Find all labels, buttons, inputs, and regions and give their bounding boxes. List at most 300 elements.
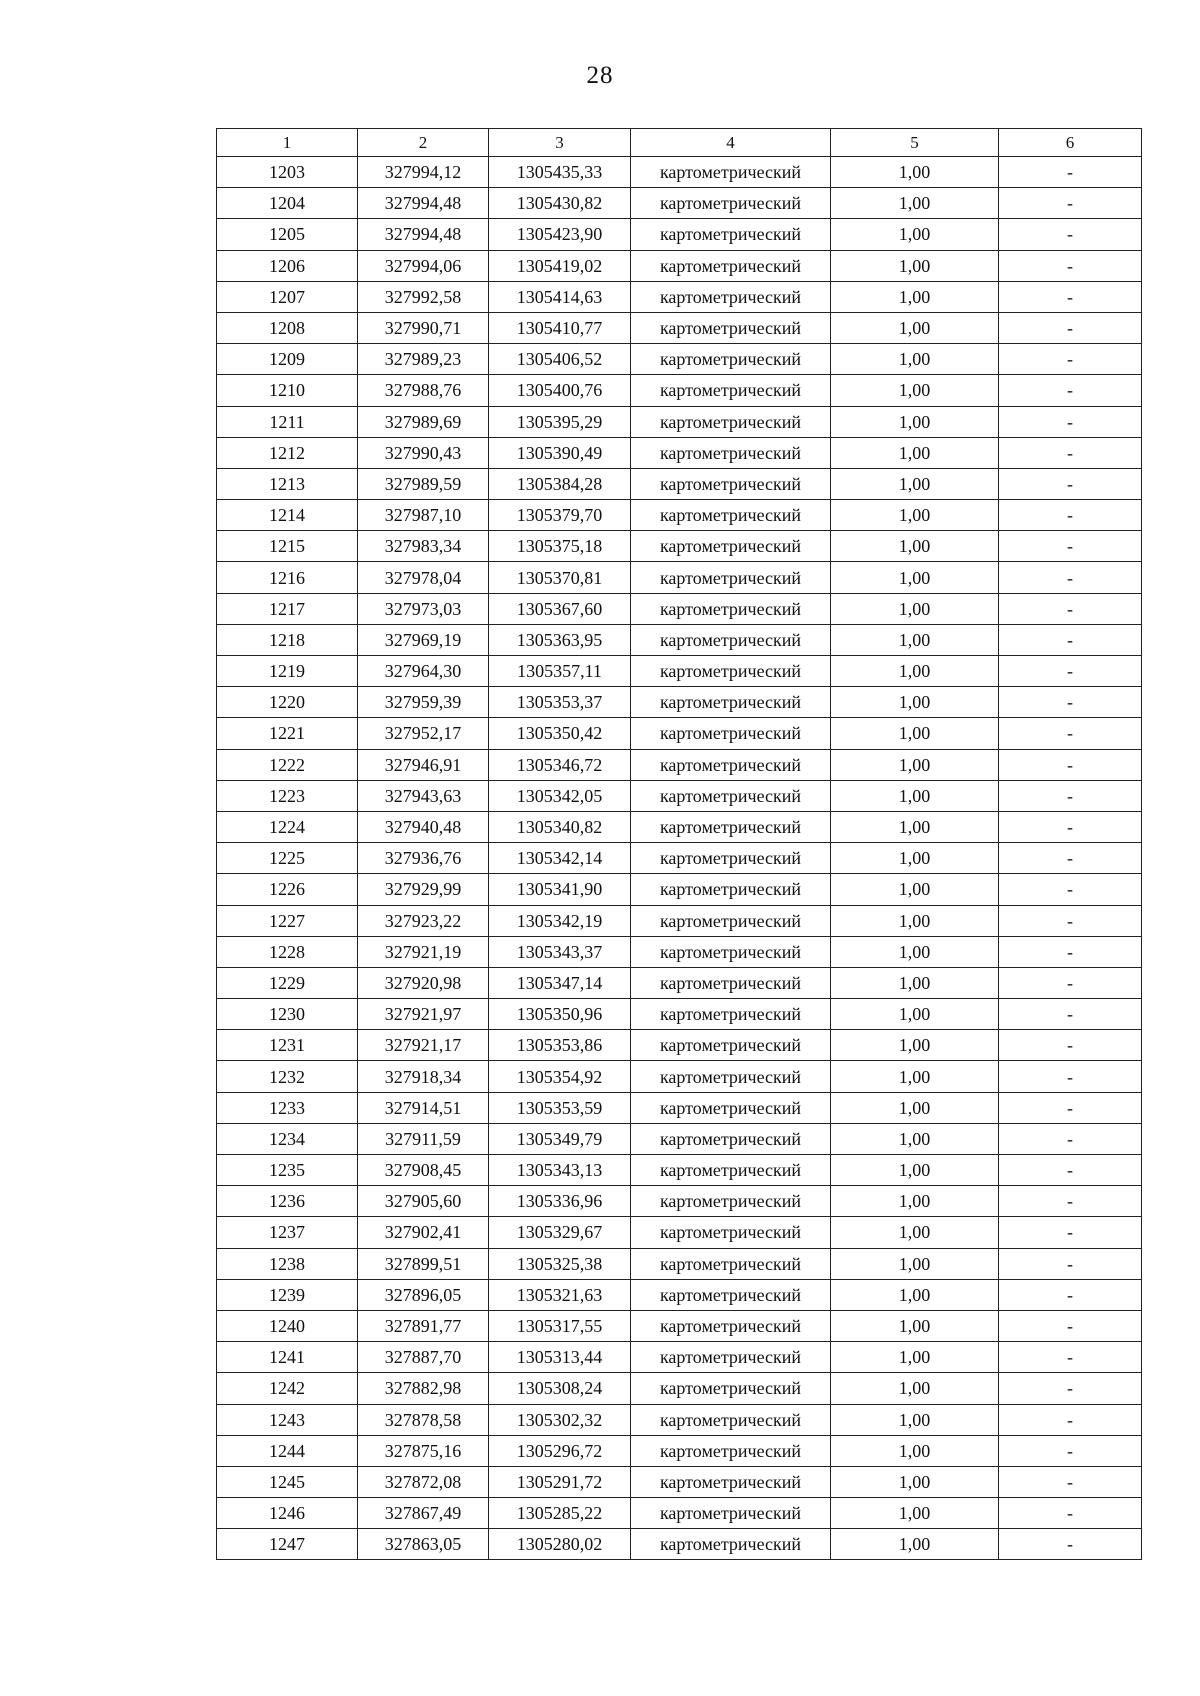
method-cell: картометрический <box>631 1030 831 1061</box>
point-number-cell: 1206 <box>217 250 358 281</box>
method-cell: картометрический <box>631 281 831 312</box>
table-row <box>217 406 1142 437</box>
y-coordinate-cell: 1305370,81 <box>489 562 631 593</box>
x-coordinate-cell: 327887,70 <box>358 1342 489 1373</box>
accuracy-cell: 1,00 <box>831 1498 999 1529</box>
method-cell: картометрический <box>631 250 831 281</box>
y-coordinate-cell: 1305435,33 <box>489 157 631 188</box>
accuracy-cell: 1,00 <box>831 375 999 406</box>
accuracy-cell: 1,00 <box>831 1155 999 1186</box>
page-number: 28 <box>586 62 614 89</box>
table-row <box>217 437 1142 468</box>
table-row <box>217 999 1142 1030</box>
point-number-cell: 1230 <box>217 999 358 1030</box>
method-cell: картометрический <box>631 967 831 998</box>
method-cell: картометрический <box>631 1498 831 1529</box>
x-coordinate-cell: 327921,17 <box>358 1030 489 1061</box>
y-coordinate-cell: 1305342,14 <box>489 843 631 874</box>
y-coordinate-cell: 1305296,72 <box>489 1435 631 1466</box>
note-cell: - <box>999 1310 1142 1341</box>
point-number-cell: 1213 <box>217 468 358 499</box>
method-cell: картометрический <box>631 531 831 562</box>
point-number-cell: 1242 <box>217 1373 358 1404</box>
x-coordinate-cell: 327989,59 <box>358 468 489 499</box>
method-cell: картометрический <box>631 1279 831 1310</box>
accuracy-cell: 1,00 <box>831 1373 999 1404</box>
table-row <box>217 219 1142 250</box>
note-cell: - <box>999 656 1142 687</box>
method-cell: картометрический <box>631 1373 831 1404</box>
y-coordinate-cell: 1305342,05 <box>489 780 631 811</box>
table-row <box>217 312 1142 343</box>
x-coordinate-cell: 327914,51 <box>358 1092 489 1123</box>
point-number-cell: 1217 <box>217 593 358 624</box>
y-coordinate-cell: 1305363,95 <box>489 624 631 655</box>
x-coordinate-cell: 327920,98 <box>358 967 489 998</box>
accuracy-cell: 1,00 <box>831 811 999 842</box>
accuracy-cell: 1,00 <box>831 1466 999 1497</box>
point-number-cell: 1225 <box>217 843 358 874</box>
note-cell: - <box>999 1186 1142 1217</box>
accuracy-cell: 1,00 <box>831 1217 999 1248</box>
x-coordinate-cell: 327902,41 <box>358 1217 489 1248</box>
note-cell: - <box>999 312 1142 343</box>
method-cell: картометрический <box>631 157 831 188</box>
x-coordinate-cell: 327899,51 <box>358 1248 489 1279</box>
y-coordinate-cell: 1305349,79 <box>489 1123 631 1154</box>
x-coordinate-cell: 327929,99 <box>358 874 489 905</box>
table-row <box>217 1529 1142 1560</box>
x-coordinate-cell: 327908,45 <box>358 1155 489 1186</box>
y-coordinate-cell: 1305325,38 <box>489 1248 631 1279</box>
method-cell: картометрический <box>631 468 831 499</box>
y-coordinate-cell: 1305343,13 <box>489 1155 631 1186</box>
point-number-cell: 1214 <box>217 500 358 531</box>
table-row <box>217 1061 1142 1092</box>
method-cell: картометрический <box>631 1404 831 1435</box>
table-row <box>217 344 1142 375</box>
point-number-cell: 1246 <box>217 1498 358 1529</box>
method-cell: картометрический <box>631 874 831 905</box>
point-number-cell: 1209 <box>217 344 358 375</box>
accuracy-cell: 1,00 <box>831 718 999 749</box>
note-cell: - <box>999 687 1142 718</box>
point-number-cell: 1211 <box>217 406 358 437</box>
accuracy-cell: 1,00 <box>831 1030 999 1061</box>
table-row <box>217 936 1142 967</box>
table-row <box>217 531 1142 562</box>
point-number-cell: 1220 <box>217 687 358 718</box>
x-coordinate-cell: 327973,03 <box>358 593 489 624</box>
method-cell: картометрический <box>631 905 831 936</box>
point-number-cell: 1203 <box>217 157 358 188</box>
note-cell: - <box>999 188 1142 219</box>
point-number-cell: 1219 <box>217 656 358 687</box>
method-cell: картометрический <box>631 344 831 375</box>
column-header-6: 6 <box>999 129 1142 157</box>
note-cell: - <box>999 1217 1142 1248</box>
point-number-cell: 1245 <box>217 1466 358 1497</box>
point-number-cell: 1244 <box>217 1435 358 1466</box>
note-cell: - <box>999 531 1142 562</box>
point-number-cell: 1218 <box>217 624 358 655</box>
accuracy-cell: 1,00 <box>831 1342 999 1373</box>
table-row <box>217 1498 1142 1529</box>
y-coordinate-cell: 1305395,29 <box>489 406 631 437</box>
accuracy-cell: 1,00 <box>831 1186 999 1217</box>
table-row <box>217 687 1142 718</box>
y-coordinate-cell: 1305367,60 <box>489 593 631 624</box>
y-coordinate-cell: 1305419,02 <box>489 250 631 281</box>
table-row <box>217 562 1142 593</box>
y-coordinate-cell: 1305340,82 <box>489 811 631 842</box>
y-coordinate-cell: 1305347,14 <box>489 967 631 998</box>
method-cell: картометрический <box>631 437 831 468</box>
method-cell: картометрический <box>631 1092 831 1123</box>
x-coordinate-cell: 327989,23 <box>358 344 489 375</box>
x-coordinate-cell: 327994,48 <box>358 188 489 219</box>
method-cell: картометрический <box>631 656 831 687</box>
x-coordinate-cell: 327994,12 <box>358 157 489 188</box>
table-row <box>217 1217 1142 1248</box>
table-row <box>217 624 1142 655</box>
table-row <box>217 281 1142 312</box>
note-cell: - <box>999 1248 1142 1279</box>
method-cell: картометрический <box>631 749 831 780</box>
point-number-cell: 1222 <box>217 749 358 780</box>
point-number-cell: 1232 <box>217 1061 358 1092</box>
note-cell: - <box>999 1498 1142 1529</box>
method-cell: картометрический <box>631 843 831 874</box>
table-row <box>217 1373 1142 1404</box>
method-cell: картометрический <box>631 1435 831 1466</box>
table-row <box>217 500 1142 531</box>
method-cell: картометрический <box>631 1529 831 1560</box>
note-cell: - <box>999 1466 1142 1497</box>
y-coordinate-cell: 1305317,55 <box>489 1310 631 1341</box>
accuracy-cell: 1,00 <box>831 1092 999 1123</box>
point-number-cell: 1240 <box>217 1310 358 1341</box>
note-cell: - <box>999 250 1142 281</box>
table-header-row <box>217 129 1142 157</box>
accuracy-cell: 1,00 <box>831 1310 999 1341</box>
accuracy-cell: 1,00 <box>831 624 999 655</box>
accuracy-cell: 1,00 <box>831 967 999 998</box>
accuracy-cell: 1,00 <box>831 188 999 219</box>
note-cell: - <box>999 780 1142 811</box>
point-number-cell: 1241 <box>217 1342 358 1373</box>
y-coordinate-cell: 1305379,70 <box>489 500 631 531</box>
table-row <box>217 593 1142 624</box>
note-cell: - <box>999 500 1142 531</box>
y-coordinate-cell: 1305353,86 <box>489 1030 631 1061</box>
column-header-2: 2 <box>358 129 489 157</box>
point-number-cell: 1239 <box>217 1279 358 1310</box>
method-cell: картометрический <box>631 406 831 437</box>
note-cell: - <box>999 936 1142 967</box>
accuracy-cell: 1,00 <box>831 1123 999 1154</box>
y-coordinate-cell: 1305302,32 <box>489 1404 631 1435</box>
point-number-cell: 1215 <box>217 531 358 562</box>
y-coordinate-cell: 1305357,11 <box>489 656 631 687</box>
method-cell: картометрический <box>631 593 831 624</box>
y-coordinate-cell: 1305400,76 <box>489 375 631 406</box>
x-coordinate-cell: 327921,19 <box>358 936 489 967</box>
accuracy-cell: 1,00 <box>831 780 999 811</box>
y-coordinate-cell: 1305410,77 <box>489 312 631 343</box>
point-number-cell: 1223 <box>217 780 358 811</box>
point-number-cell: 1235 <box>217 1155 358 1186</box>
note-cell: - <box>999 624 1142 655</box>
note-cell: - <box>999 1435 1142 1466</box>
table-body <box>217 157 1142 1560</box>
x-coordinate-cell: 327923,22 <box>358 905 489 936</box>
method-cell: картометрический <box>631 1155 831 1186</box>
x-coordinate-cell: 327994,06 <box>358 250 489 281</box>
note-cell: - <box>999 1155 1142 1186</box>
accuracy-cell: 1,00 <box>831 1279 999 1310</box>
y-coordinate-cell: 1305375,18 <box>489 531 631 562</box>
table-row <box>217 1186 1142 1217</box>
method-cell: картометрический <box>631 375 831 406</box>
note-cell: - <box>999 718 1142 749</box>
column-header-5: 5 <box>831 129 999 157</box>
note-cell: - <box>999 1030 1142 1061</box>
point-number-cell: 1228 <box>217 936 358 967</box>
y-coordinate-cell: 1305341,90 <box>489 874 631 905</box>
table-row <box>217 1466 1142 1497</box>
table-row <box>217 1030 1142 1061</box>
x-coordinate-cell: 327978,04 <box>358 562 489 593</box>
note-cell: - <box>999 593 1142 624</box>
x-coordinate-cell: 327989,69 <box>358 406 489 437</box>
x-coordinate-cell: 327983,34 <box>358 531 489 562</box>
y-coordinate-cell: 1305406,52 <box>489 344 631 375</box>
point-number-cell: 1207 <box>217 281 358 312</box>
coordinates-table <box>216 128 1142 1560</box>
y-coordinate-cell: 1305384,28 <box>489 468 631 499</box>
accuracy-cell: 1,00 <box>831 157 999 188</box>
accuracy-cell: 1,00 <box>831 1435 999 1466</box>
y-coordinate-cell: 1305390,49 <box>489 437 631 468</box>
note-cell: - <box>999 1123 1142 1154</box>
x-coordinate-cell: 327875,16 <box>358 1435 489 1466</box>
x-coordinate-cell: 327988,76 <box>358 375 489 406</box>
accuracy-cell: 1,00 <box>831 843 999 874</box>
accuracy-cell: 1,00 <box>831 500 999 531</box>
table-row <box>217 1279 1142 1310</box>
note-cell: - <box>999 281 1142 312</box>
x-coordinate-cell: 327940,48 <box>358 811 489 842</box>
x-coordinate-cell: 327911,59 <box>358 1123 489 1154</box>
method-cell: картометрический <box>631 1061 831 1092</box>
note-cell: - <box>999 468 1142 499</box>
note-cell: - <box>999 1373 1142 1404</box>
point-number-cell: 1247 <box>217 1529 358 1560</box>
x-coordinate-cell: 327863,05 <box>358 1529 489 1560</box>
point-number-cell: 1210 <box>217 375 358 406</box>
point-number-cell: 1216 <box>217 562 358 593</box>
method-cell: картометрический <box>631 188 831 219</box>
y-coordinate-cell: 1305321,63 <box>489 1279 631 1310</box>
method-cell: картометрический <box>631 500 831 531</box>
x-coordinate-cell: 327952,17 <box>358 718 489 749</box>
point-number-cell: 1237 <box>217 1217 358 1248</box>
method-cell: картометрический <box>631 1466 831 1497</box>
note-cell: - <box>999 1092 1142 1123</box>
accuracy-cell: 1,00 <box>831 437 999 468</box>
y-coordinate-cell: 1305291,72 <box>489 1466 631 1497</box>
x-coordinate-cell: 327994,48 <box>358 219 489 250</box>
point-number-cell: 1212 <box>217 437 358 468</box>
note-cell: - <box>999 219 1142 250</box>
x-coordinate-cell: 327921,97 <box>358 999 489 1030</box>
note-cell: - <box>999 437 1142 468</box>
x-coordinate-cell: 327891,77 <box>358 1310 489 1341</box>
table-row <box>217 656 1142 687</box>
y-coordinate-cell: 1305343,37 <box>489 936 631 967</box>
note-cell: - <box>999 1404 1142 1435</box>
accuracy-cell: 1,00 <box>831 593 999 624</box>
y-coordinate-cell: 1305430,82 <box>489 188 631 219</box>
note-cell: - <box>999 905 1142 936</box>
x-coordinate-cell: 327990,43 <box>358 437 489 468</box>
x-coordinate-cell: 327969,19 <box>358 624 489 655</box>
table-row <box>217 1155 1142 1186</box>
point-number-cell: 1229 <box>217 967 358 998</box>
column-header-3: 3 <box>489 129 631 157</box>
accuracy-cell: 1,00 <box>831 344 999 375</box>
note-cell: - <box>999 843 1142 874</box>
table-row <box>217 1342 1142 1373</box>
accuracy-cell: 1,00 <box>831 219 999 250</box>
table-row <box>217 375 1142 406</box>
method-cell: картометрический <box>631 999 831 1030</box>
method-cell: картометрический <box>631 624 831 655</box>
table-row <box>217 468 1142 499</box>
y-coordinate-cell: 1305350,42 <box>489 718 631 749</box>
method-cell: картометрический <box>631 1248 831 1279</box>
x-coordinate-cell: 327896,05 <box>358 1279 489 1310</box>
method-cell: картометрический <box>631 687 831 718</box>
method-cell: картометрический <box>631 936 831 967</box>
y-coordinate-cell: 1305342,19 <box>489 905 631 936</box>
table-row <box>217 1123 1142 1154</box>
method-cell: картометрический <box>631 780 831 811</box>
x-coordinate-cell: 327918,34 <box>358 1061 489 1092</box>
x-coordinate-cell: 327946,91 <box>358 749 489 780</box>
accuracy-cell: 1,00 <box>831 281 999 312</box>
y-coordinate-cell: 1305423,90 <box>489 219 631 250</box>
accuracy-cell: 1,00 <box>831 1248 999 1279</box>
point-number-cell: 1238 <box>217 1248 358 1279</box>
table-row <box>217 905 1142 936</box>
x-coordinate-cell: 327959,39 <box>358 687 489 718</box>
method-cell: картометрический <box>631 1217 831 1248</box>
accuracy-cell: 1,00 <box>831 687 999 718</box>
x-coordinate-cell: 327872,08 <box>358 1466 489 1497</box>
point-number-cell: 1208 <box>217 312 358 343</box>
x-coordinate-cell: 327990,71 <box>358 312 489 343</box>
point-number-cell: 1204 <box>217 188 358 219</box>
x-coordinate-cell: 327936,76 <box>358 843 489 874</box>
accuracy-cell: 1,00 <box>831 874 999 905</box>
note-cell: - <box>999 811 1142 842</box>
table-row <box>217 1310 1142 1341</box>
accuracy-cell: 1,00 <box>831 250 999 281</box>
note-cell: - <box>999 1342 1142 1373</box>
accuracy-cell: 1,00 <box>831 531 999 562</box>
note-cell: - <box>999 344 1142 375</box>
y-coordinate-cell: 1305414,63 <box>489 281 631 312</box>
table-row <box>217 718 1142 749</box>
table-row <box>217 874 1142 905</box>
column-header-4: 4 <box>631 129 831 157</box>
table-row <box>217 843 1142 874</box>
point-number-cell: 1221 <box>217 718 358 749</box>
note-cell: - <box>999 562 1142 593</box>
method-cell: картометрический <box>631 811 831 842</box>
y-coordinate-cell: 1305329,67 <box>489 1217 631 1248</box>
note-cell: - <box>999 874 1142 905</box>
accuracy-cell: 1,00 <box>831 936 999 967</box>
accuracy-cell: 1,00 <box>831 999 999 1030</box>
accuracy-cell: 1,00 <box>831 749 999 780</box>
table-row <box>217 1248 1142 1279</box>
note-cell: - <box>999 1061 1142 1092</box>
column-header-1: 1 <box>217 129 358 157</box>
point-number-cell: 1227 <box>217 905 358 936</box>
point-number-cell: 1226 <box>217 874 358 905</box>
point-number-cell: 1233 <box>217 1092 358 1123</box>
method-cell: картометрический <box>631 718 831 749</box>
y-coordinate-cell: 1305308,24 <box>489 1373 631 1404</box>
table-row <box>217 1092 1142 1123</box>
x-coordinate-cell: 327905,60 <box>358 1186 489 1217</box>
point-number-cell: 1236 <box>217 1186 358 1217</box>
method-cell: картометрический <box>631 1123 831 1154</box>
method-cell: картометрический <box>631 1186 831 1217</box>
note-cell: - <box>999 999 1142 1030</box>
accuracy-cell: 1,00 <box>831 312 999 343</box>
note-cell: - <box>999 749 1142 780</box>
y-coordinate-cell: 1305285,22 <box>489 1498 631 1529</box>
table-row <box>217 1435 1142 1466</box>
method-cell: картометрический <box>631 1310 831 1341</box>
table-row <box>217 967 1142 998</box>
table-row <box>217 1404 1142 1435</box>
note-cell: - <box>999 1279 1142 1310</box>
y-coordinate-cell: 1305336,96 <box>489 1186 631 1217</box>
x-coordinate-cell: 327992,58 <box>358 281 489 312</box>
table-row <box>217 780 1142 811</box>
y-coordinate-cell: 1305280,02 <box>489 1529 631 1560</box>
point-number-cell: 1224 <box>217 811 358 842</box>
y-coordinate-cell: 1305350,96 <box>489 999 631 1030</box>
method-cell: картометрический <box>631 219 831 250</box>
y-coordinate-cell: 1305346,72 <box>489 749 631 780</box>
accuracy-cell: 1,00 <box>831 468 999 499</box>
x-coordinate-cell: 327882,98 <box>358 1373 489 1404</box>
table-row <box>217 188 1142 219</box>
point-number-cell: 1205 <box>217 219 358 250</box>
accuracy-cell: 1,00 <box>831 905 999 936</box>
x-coordinate-cell: 327943,63 <box>358 780 489 811</box>
point-number-cell: 1234 <box>217 1123 358 1154</box>
table-row <box>217 250 1142 281</box>
note-cell: - <box>999 375 1142 406</box>
y-coordinate-cell: 1305353,37 <box>489 687 631 718</box>
